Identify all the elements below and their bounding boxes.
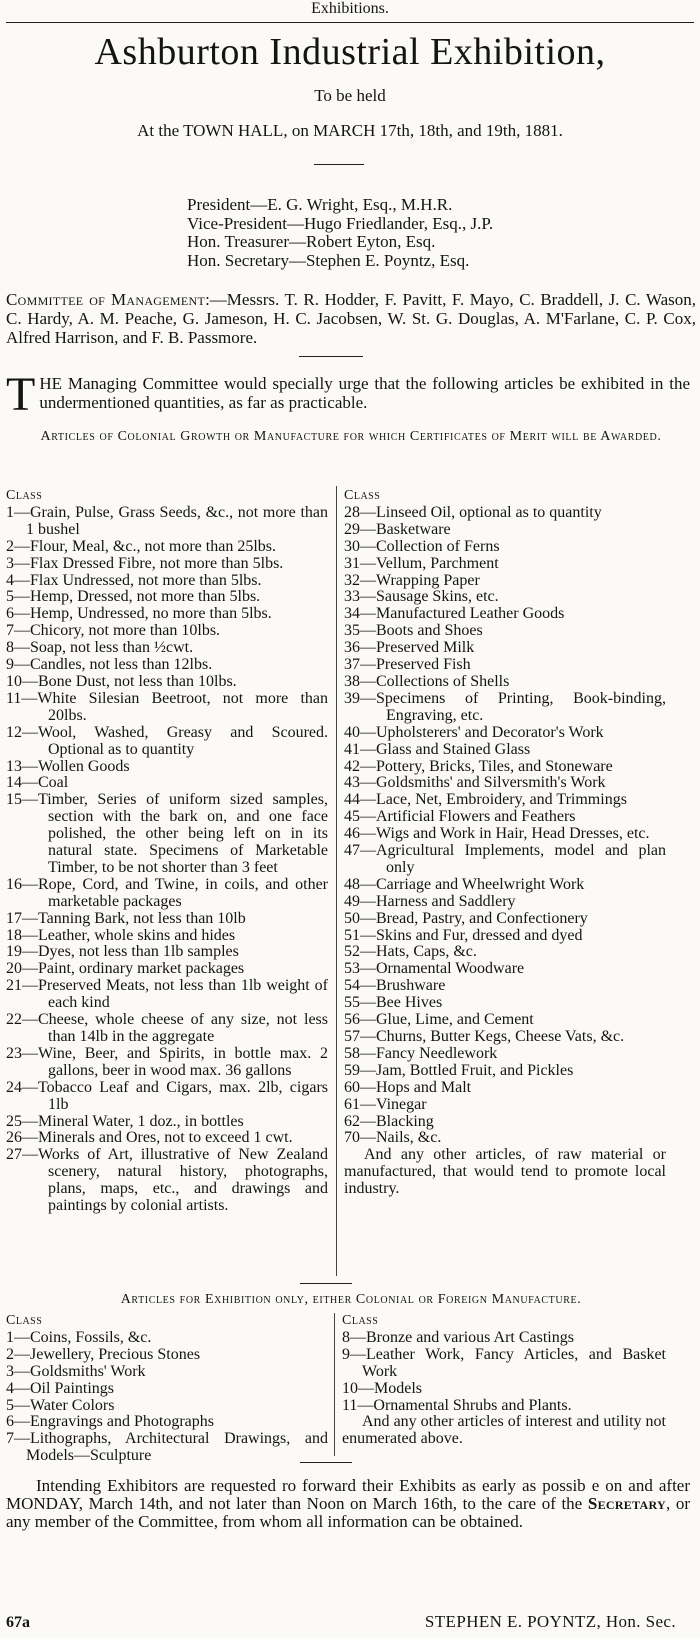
urge-text: HE Managing Committee would specially urge that the following articles be exhibited in the undermentioned quantities, as far as practicable.	[39, 374, 690, 412]
officers-list	[187, 196, 493, 270]
class-item: 48—Carriage and Wheelwright Work	[344, 875, 585, 893]
class-item: 4—Flax Undressed, not more than 5lbs.	[6, 571, 262, 589]
officer-vice-president: Vice-President—Hugo Friedlander, Esq., J.P.	[187, 213, 494, 233]
class-item: 9—Leather Work, Fancy Articles, and Basket Work	[342, 1345, 666, 1380]
class-item: 37—Preserved Fish	[344, 656, 471, 674]
class-item: 43—Goldsmiths' and Silversmith's Work	[344, 774, 606, 792]
class-item: 40—Upholsterers' and Decorator's Work	[344, 723, 604, 741]
class-item: 44—Lace, Net, Embroidery, and Trimmings	[344, 791, 627, 809]
class-item: 39—Specimens of Printing, Book-binding, Engraving, etc.	[344, 689, 666, 724]
section-header: Exhibitions.	[311, 0, 389, 17]
committee-members: :—Messrs. T. R. Hodder, F. Pavitt, F. Mayo, C. Braddell, J. C. Wason, C. Hardy, A. M. Peache, G. Jameson, H. C. Jacobsen, W. St. G. Douglas, A. M'Farlane, C. P. Cox, Alfred Harrison, and F. B. Passmore.	[6, 290, 696, 347]
class-item: 62—Blacking	[344, 1112, 434, 1130]
class-item: 51—Skins and Fur, dressed and dyed	[344, 926, 583, 944]
exhibition-right-column	[342, 1313, 666, 1448]
divider-rule	[299, 356, 363, 357]
class-item: 6—Hemp, Undressed, no more than 5lbs.	[6, 605, 272, 623]
committee-label: Committee of Management	[6, 290, 206, 309]
class-item: 17—Tanning Bark, not less than 10lb	[6, 909, 246, 927]
class-item: 41—Glass and Stained Glass	[344, 740, 531, 758]
column-divider	[334, 1313, 335, 1456]
class-item: 59—Jam, Bottled Fruit, and Pickles	[344, 1061, 574, 1079]
class-item: 19—Dyes, not less than 1lb samples	[6, 943, 239, 961]
class-item: 4—Oil Paintings	[6, 1379, 115, 1397]
class-item: 55—Bee Hives	[344, 994, 443, 1012]
venue-line: At the TOWN HALL, on MARCH 17th, 18th, and 19th, 1881.	[137, 121, 563, 140]
class-item: 5—Water Colors	[6, 1396, 115, 1414]
class-item: 30—Collection of Ferns	[344, 537, 500, 555]
class-item: 61—Vinegar	[344, 1095, 427, 1113]
class-item: 6—Engravings and Photographs	[6, 1413, 214, 1431]
class-item: 23—Wine, Beer, and Spirits, in bottle max. 2 gallons, beer in wood max. 36 gallons	[6, 1044, 328, 1079]
secretary-word: Secretary	[587, 1494, 666, 1513]
page-title: Ashburton Industrial Exhibition,	[94, 31, 606, 73]
class-item: 42—Pottery, Bricks, Tiles, and Stoneware	[344, 757, 613, 775]
class-item: 36—Preserved Milk	[344, 639, 475, 657]
class-item: 7—Chicory, not more than 10lbs.	[6, 622, 221, 640]
class-item: 50—Bread, Pastry, and Confectionery	[344, 909, 588, 927]
divider-rule	[300, 1283, 352, 1284]
class-item: 33—Sausage Skins, etc.	[344, 588, 499, 606]
class-item: 2—Flour, Meal, &c., not more than 25lbs.	[6, 537, 276, 555]
class-item: 18—Leather, whole skins and hides	[6, 926, 236, 944]
class-item: 22—Cheese, whole cheese of any size, not less than 14lb in the aggregate	[6, 1011, 328, 1045]
class-header: Class	[344, 488, 381, 503]
divider-rule	[314, 164, 364, 165]
class-item: 58—Fancy Needlework	[344, 1044, 498, 1062]
class-item: 54—Brushware	[344, 977, 446, 995]
class-item: 38—Collections of Shells	[344, 672, 510, 690]
class-item: 53—Ornamental Woodware	[344, 960, 525, 978]
colonial-left-column	[6, 488, 328, 1215]
colonial-right-note: And any other articles, of raw material or manufactured, that would tend to promote local industry.	[344, 1146, 666, 1198]
colonial-right-column	[344, 488, 666, 1198]
class-item: 26—Minerals and Ores, not to exceed 1 cwt.	[6, 1129, 293, 1147]
class-item: 5—Hemp, Dressed, not more than 5lbs.	[6, 588, 261, 606]
exhibition-heading: Articles for Exhibition only, either Colonial or Foreign Manufacture.	[120, 1292, 582, 1307]
class-item: 7—Lithographs, Architectural Drawings, and Models—Sculpture	[6, 1430, 328, 1465]
class-item: 28—Linseed Oil, optional as to quantity	[344, 503, 602, 521]
class-item: 8—Bronze and various Art Castings	[342, 1328, 574, 1346]
class-item: 1—Grain, Pulse, Grass Seeds, &c., not more than 1 bushel	[6, 503, 328, 538]
class-item: 10—Models	[342, 1379, 422, 1397]
urge-paragraph	[6, 368, 690, 421]
class-item: 11—White Silesian Beetroot, not more than 20lbs.	[6, 689, 328, 724]
signature: STEPHEN E. POYNTZ, Hon. Sec.	[424, 1612, 676, 1631]
officer-treasurer: Hon. Treasurer—Robert Eyton, Esq.	[187, 232, 436, 251]
class-item: 3—Goldsmiths' Work	[6, 1362, 146, 1380]
header-rule	[6, 22, 694, 23]
class-header: Class	[6, 1313, 43, 1328]
officer-secretary: Hon. Secretary—Stephen E. Poyntz, Esq.	[187, 250, 470, 270]
officer-president: President—E. G. Wright, Esq., M.H.R.	[187, 195, 453, 214]
exhibition-left-column	[6, 1313, 328, 1465]
class-item: 24—Tobacco Leaf and Cigars, max. 2lb, cigars 1lb	[6, 1078, 328, 1113]
committee-paragraph	[6, 290, 696, 347]
class-item: 13—Wollen Goods	[6, 757, 130, 775]
class-item: 14—Coal	[6, 774, 69, 792]
class-item: 29—Basketware	[344, 520, 451, 538]
closing-paragraph	[6, 1477, 690, 1531]
class-item: 46—Wigs and Work in Hair, Head Dresses, etc.	[344, 825, 650, 843]
class-item: 21—Preserved Meats, not less than 1lb weight of each kind	[6, 977, 328, 1012]
class-item: 49—Harness and Saddlery	[344, 892, 516, 910]
closing-text-before: Intending Exhibitors are requested ro forward their Exhibits as early as possib e on and after MONDAY, March 14th, and not later than Noon on March 16th, to the care of the	[6, 1476, 690, 1513]
class-item: 16—Rope, Cord, and Twine, in coils, and other marketable packages	[6, 875, 328, 910]
class-item: 27—Works of Art, illustrative of New Zealand scenery, natural history, photographs, plans, maps, etc., and drawings and paintings by colonial artists.	[6, 1146, 328, 1215]
drop-cap: T	[6, 368, 36, 421]
class-item: 12—Wool, Washed, Greasy and Scoured. Optional as to quantity	[6, 723, 328, 758]
column-divider	[336, 486, 337, 1276]
page-number: 67a	[6, 1614, 30, 1631]
to-be-held-line: To be held	[314, 86, 386, 105]
class-header: Class	[342, 1313, 379, 1328]
class-item: 11—Ornamental Shrubs and Plants.	[342, 1396, 572, 1414]
class-item: 47—Agricultural Implements, model and plan only	[344, 842, 666, 876]
class-item: 35—Boots and Shoes	[344, 622, 483, 640]
class-item: 3—Flax Dressed Fibre, not more than 5lbs.	[6, 554, 284, 572]
class-item: 52—Hats, Caps, &c.	[344, 943, 477, 961]
class-item: 20—Paint, ordinary market packages	[6, 960, 245, 978]
divider-rule	[300, 1462, 352, 1463]
class-item: 1—Coins, Fossils, &c.	[6, 1328, 152, 1346]
certificates-heading: Articles of Colonial Growth or Manufacture for which Certificates of Merit will be Awarded.	[40, 429, 662, 444]
class-item: 34—Manufactured Leather Goods	[344, 605, 565, 623]
class-item: 70—Nails, &c.	[344, 1129, 442, 1147]
class-item: 25—Mineral Water, 1 doz., in bottles	[6, 1112, 244, 1130]
class-item: 9—Candles, not less than 12lbs.	[6, 656, 213, 674]
class-item: 10—Bone Dust, not less than 10lbs.	[6, 672, 237, 690]
class-item: 15—Timber, Series of uniform sized samples, section with the bark on, and one face polished, the other being left on in its natural state. Specimens of Marketable Timber, to be not shorter than 3 feet	[6, 791, 328, 876]
class-item: 8—Soap, not less than ½cwt.	[6, 639, 194, 657]
class-item: 57—Churns, Butter Kegs, Cheese Vats, &c.	[344, 1028, 625, 1045]
closing-text-after: , or any member of the Committee, from whom all information can be obtained.	[6, 1494, 690, 1531]
exhibition-right-note: And any other articles of interest and utility not enumerated above.	[342, 1413, 666, 1448]
class-item: 32—Wrapping Paper	[344, 571, 480, 589]
class-item: 2—Jewellery, Precious Stones	[6, 1345, 201, 1363]
class-item: 56—Glue, Lime, and Cement	[344, 1011, 534, 1029]
class-item: 31—Vellum, Parchment	[344, 554, 499, 572]
class-item: 60—Hops and Malt	[344, 1078, 472, 1096]
class-item: 45—Artificial Flowers and Feathers	[344, 808, 576, 826]
class-header: Class	[6, 488, 43, 503]
